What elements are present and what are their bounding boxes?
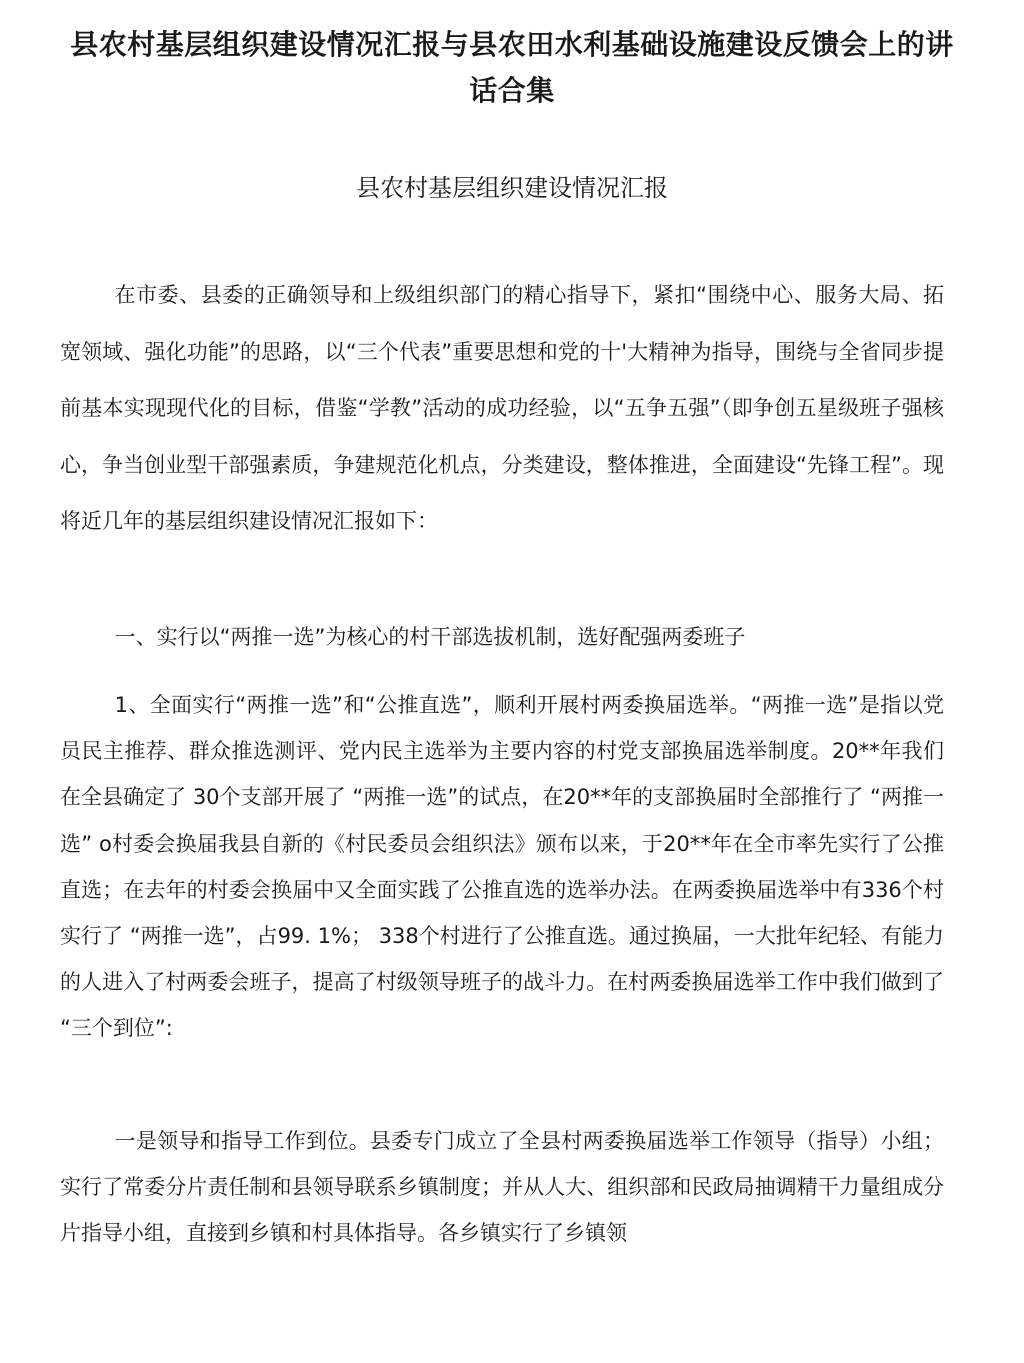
- section-title: 县农村基层组织建设情况汇报: [356, 174, 668, 202]
- paragraph-election: 1、全面实行“两推一选”和“公推直选”，顺利开展村两委换届选举。“两推一选”是指以党员民主推荐、群众推选测评、党内民主选举为主要内容的村党支部换届选举制度。20**年我们在全县确定了 30个支部开展了 “两推一选”的试点，在20**年的支部换届时全部推行了 “两推一选” o村委会换届我县自新的《村民委员会组织法》颁布以来，于20**年在全市率先实行了公推直选；在去年的村委会换届中又全面实践了公推直选的选举办法。在两委换届选举中有336个村实行了 “两推一选”，占99. 1%； 338个村进行了公推直选。通过换届，一大批年纪轻、有能力的人进入了村两委会班子，提高了村级领导班子的战斗力。在村两委换届选举工作中我们做到了 “三个到位”:: [60, 693, 944, 1041]
- paragraph-leadership: 一是领导和指导工作到位。县委专门成立了全县村两委换届选举工作领导（指导）小组；实行了常委分片责任制和县领导联系乡镇制度；并从人大、组织部和民政局抽调精干力量组成分片指导小组，直接到乡镇和村具体指导。各乡镇实行了乡镇领: [60, 1129, 944, 1245]
- paragraph-heading-one: 一、实行以“两推一选”为核心的村干部选拔机制，选好配强两委班子: [114, 625, 746, 649]
- paragraph-intro: 在市委、县委的正确领导和上级组织部门的精心指导下，紧扣“围绕中心、服务大局、拓宽领域、强化功能”的思路，以“三个代表”重要思想和党的十'大精神为指导，围绕与全省同步提前基本实现现代化的目标，借鉴“学教”活动的成功经验，以“五争五强”（即争创五星级班子强核心，争当创业型干部强素质，争建规范化机点，分类建设，整体推进，全面建设“先锋工程”。现将近几年的基层组织建设情况汇报如下：: [60, 283, 944, 533]
- document-title: 县农村基层组织建设情况汇报与县农田水利基础设施建设反馈会上的讲话合集: [70, 28, 954, 107]
